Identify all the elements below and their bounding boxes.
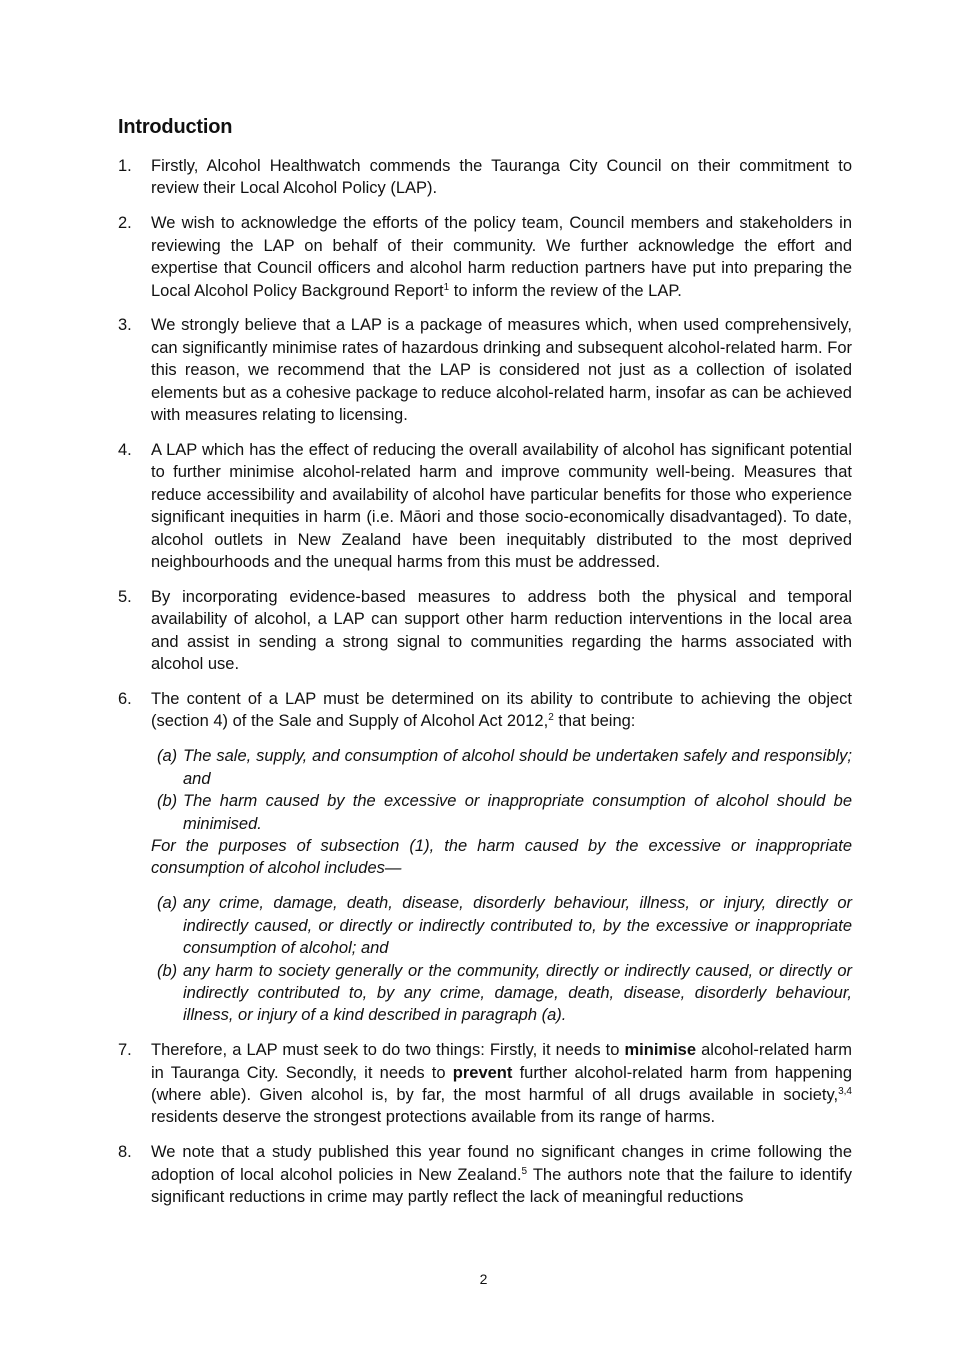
clause-label: (a) [157,894,178,913]
list-item [118,1141,852,1208]
text-run: that being: [553,712,636,731]
item-text [151,1039,852,1129]
clause-text: any harm to society generally or the community, directly or indirectly caused, or directly or indirectly contributed to, by any crime, damage, death, disease, disorderly behaviour, illness, or injury of a kind described in paragraph (a). [183,961,852,1025]
item-number: 1. [118,157,132,175]
item-number: 4. [118,440,132,459]
item-text: A LAP which has the effect of reducing the overall availability of alcohol has significant potential to further minimise alcohol-related harm and improve community well-being. Measures that reduce accessibility and availability of alcohol have particular benefits for those who experience significant inequities in harm (i.e. Māori and those socio-economically disadvantaged). To date, alcohol outlets in New Zealand have been inequitably distributed to the most deprived neighbourhoods and the unequal harms from this must be addressed. [151,440,852,571]
quote-clause [151,790,852,835]
item-text: Firstly, Alcohol Healthwatch commends the Tauranga City Council on their commitment to review their Local Alcohol Policy (LAP). [151,157,852,198]
quote-clause [151,960,852,1027]
footnote-ref: 3,4 [838,1086,852,1098]
item-text [151,688,852,733]
list-item [118,1039,852,1129]
item-text: We strongly believe that a LAP is a package of measures which, when used comprehensively, can significantly minimise rates of hazardous drinking and subsequent alcohol-related harm. For this reason, we recommend that the LAP is considered not just as a collection of isolated elements but as a cohesive package to reduce alcohol-related harm, insofar as can be achieved with measures relating to licensing. [151,316,852,425]
list-item [118,688,852,1027]
item-number: 5. [118,587,132,606]
item-text [151,1141,852,1208]
item-number: 2. [118,214,132,233]
item-number: 8. [118,1143,132,1162]
text-run: Therefore, a LAP must seek to do two things: Firstly, it needs to [151,1041,625,1060]
list-item [118,314,852,426]
item-number: 6. [118,690,132,709]
quote-clause [151,745,852,790]
footnote-ref: 1 [443,281,450,293]
item-text [151,212,852,302]
list-item [118,439,852,573]
statute-quote [151,745,852,835]
clause-label: (a) [157,747,178,766]
list-item [118,212,852,302]
section-heading: Introduction [118,116,233,138]
text-run: The content of a LAP must be determined on its ability to contribute to achieving the object (section 4) of the Sale and Supply of Alcohol Act 2012, [151,690,852,731]
text-run: further alcohol-related harm from happening (where able). Given alcohol is, by far, the most harmful of all drugs available in society, [151,1063,852,1105]
item-number: 7. [118,1041,132,1060]
clause-label: (b) [157,961,178,980]
footnote-ref: 5 [521,1165,528,1177]
page-number: 2 [479,1271,488,1287]
text-run: The authors note that the failure to identify significant reductions in crime may partly reflect the lack of meaningful reductions [151,1165,852,1207]
quote-paragraph: For the purposes of subsection (1), the harm caused by the excessive or inappropriate consumption of alcohol includes— [151,836,852,878]
footnote-ref: 2 [548,712,554,724]
text-run: We wish to acknowledge the efforts of the policy team, Council members and stakeholders in reviewing the LAP on behalf of their community. We further acknowledge the effort and expertise that Council officers and alcohol harm reduction partners have put into preparing the Local Alcohol Policy Background Report [151,214,852,300]
item-number: 3. [118,316,132,335]
document-page [118,116,852,1221]
emphasis-text: prevent [452,1063,513,1082]
clause-text: any crime, damage, death, disease, disorderly behaviour, illness, or injury, directly or indirectly caused, or directly or indirectly contributed to, by the excessive or inappropriate consumption of alcohol; and [183,894,852,958]
list-item [118,586,852,676]
clause-label: (b) [157,792,178,811]
emphasis-text: minimise [624,1041,697,1060]
clause-text: The harm caused by the excessive or inappropriate consumption of alcohol should be minimised. [183,792,852,833]
item-text: By incorporating evidence-based measures to address both the physical and temporal availability of alcohol, a LAP can support other harm reduction interventions in the local area and assist in sending a strong signal to communities regarding the harms associated with alcohol use. [151,587,852,674]
quote-clause [151,892,852,959]
list-item [118,155,852,200]
text-run: alcohol-related harm in Tauranga City. Secondly, it needs to [151,1041,853,1082]
statute-quote [151,892,852,1026]
text-run: We note that a study published this year found no significant changes in crime following the adoption of local alcohol policies in New Zealand. [151,1143,852,1184]
clause-text: The sale, supply, and consumption of alcohol should be undertaken safely and responsibly; and [183,747,852,788]
text-run: to inform the review of the LAP. [449,281,682,300]
text-run: residents deserve the strongest protections available from its range of harms. [151,1108,716,1127]
